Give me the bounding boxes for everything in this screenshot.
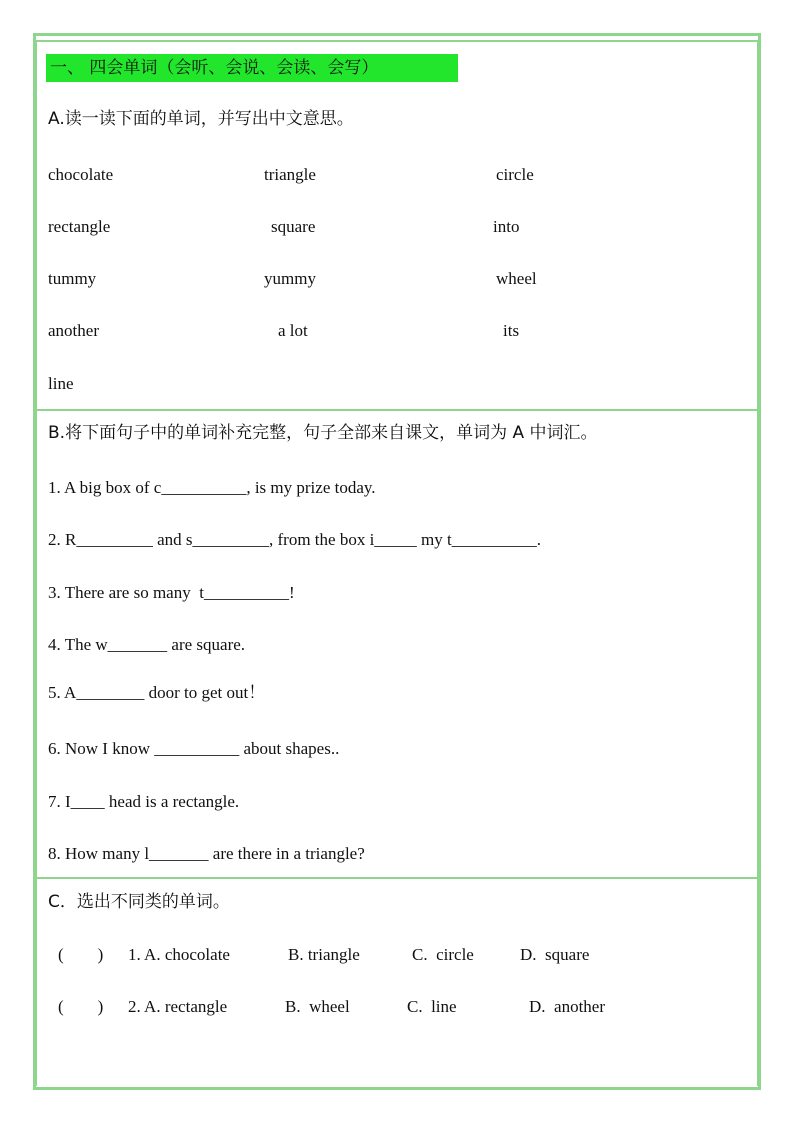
sentence-2: 2. R_________ and s_________, from the box i_____ my t__________.: [48, 530, 541, 549]
part-b-instruction: B.将下面句子中的单词补充完整，句子全部来自课文，单词为 A 中词汇。: [48, 423, 598, 443]
sentence-6: 6. Now I know __________ about shapes..: [48, 739, 340, 758]
sentence-4: 4. The w_______ are square.: [48, 635, 246, 654]
question-2-option-c: C. line: [407, 997, 457, 1016]
word-yummy: yummy: [264, 269, 316, 288]
word-triangle: triangle: [264, 165, 316, 184]
word-wheel: wheel: [496, 269, 537, 288]
section-divider-b: [37, 409, 758, 411]
left-rule: [36, 40, 37, 1086]
question-1-option-c: C. circle: [412, 945, 474, 964]
question-2-option-a: 2. A. rectangle: [128, 997, 228, 1016]
section-divider-c: [37, 877, 758, 879]
word-tummy: tummy: [48, 269, 97, 288]
sentence-1: 1. A big box of c__________, is my prize today.: [48, 478, 376, 497]
sentence-8: 8. How many l_______ are there in a triangle?: [48, 844, 365, 863]
sentence-3: 3. There are so many t__________!: [48, 583, 295, 602]
question-1-option-b: B. triangle: [288, 945, 360, 964]
word-another: another: [48, 321, 99, 340]
top-rule: [37, 40, 758, 42]
question-2-option-d: D. another: [529, 997, 606, 1016]
answer-bracket-2[interactable]: ( ): [58, 997, 104, 1016]
page-border: [33, 33, 761, 1090]
word-circle: circle: [496, 165, 534, 184]
question-2-option-b: B. wheel: [285, 997, 350, 1016]
word-square: square: [271, 217, 316, 236]
question-1-option-d: D. square: [520, 945, 590, 964]
word-its: its: [503, 321, 520, 340]
part-a-instruction: A.读一读下面的单词，并写出中文意思。: [48, 109, 354, 129]
answer-bracket-1[interactable]: ( ): [58, 945, 104, 964]
word-into: into: [493, 217, 520, 236]
section-heading: 一、 四会单词（会听、会说、会读、会写）: [46, 54, 458, 82]
part-c-instruction: C．选出不同类的单词。: [48, 892, 230, 912]
question-1-option-a: 1. A. chocolate: [128, 945, 230, 964]
word-a-lot: a lot: [278, 321, 308, 340]
word-line: line: [48, 374, 74, 393]
sentence-7: 7. I____ head is a rectangle.: [48, 792, 240, 811]
right-rule: [757, 40, 758, 1086]
word-rectangle: rectangle: [48, 217, 111, 236]
word-chocolate: chocolate: [48, 165, 114, 184]
sentence-5: 5. A________ door to get out！: [48, 683, 266, 702]
